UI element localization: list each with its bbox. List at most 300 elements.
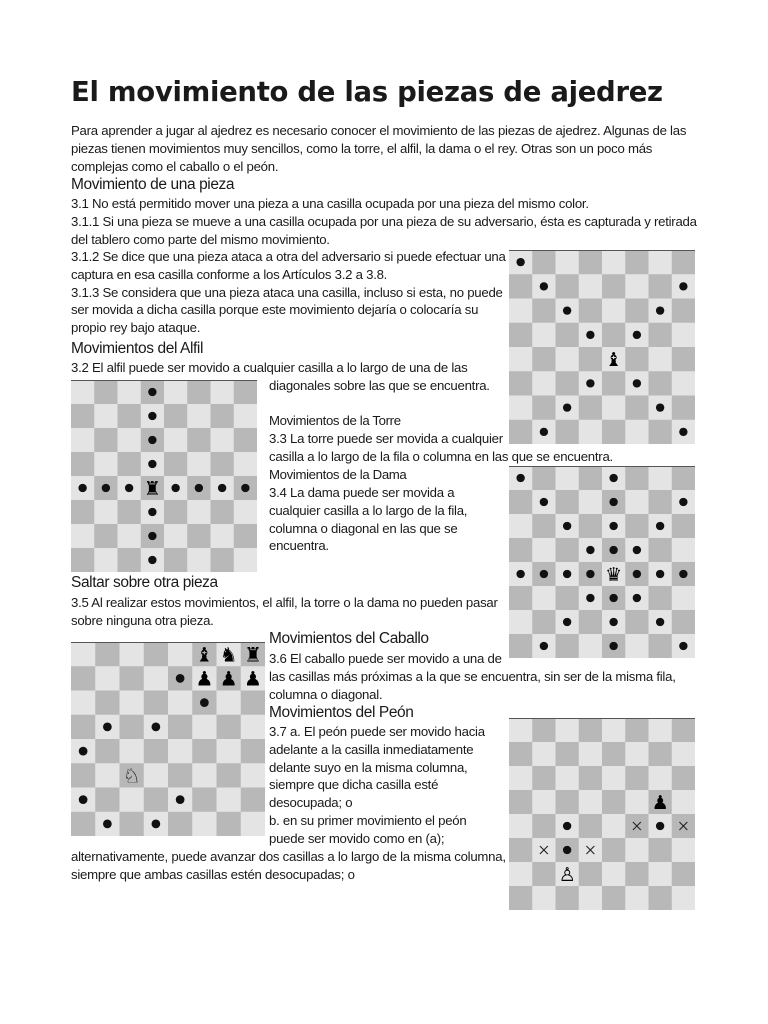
move-dot: [125, 484, 133, 492]
board-square: [241, 691, 265, 716]
board-square: [71, 763, 96, 788]
rule-3-7-paragraph: [269, 723, 485, 848]
move-dot: [656, 570, 664, 578]
board-square: [625, 718, 649, 742]
board-square: [579, 347, 603, 372]
move-dot: [148, 388, 156, 396]
text-line: columna o diagonal.: [269, 686, 383, 702]
move-dot: [200, 698, 209, 707]
board-square: [625, 790, 649, 814]
board-square: [71, 524, 95, 548]
move-dot: [540, 428, 548, 436]
board-square: [532, 538, 556, 562]
board-square: [164, 404, 188, 428]
board-square: [71, 404, 95, 428]
move-dot: [103, 820, 112, 829]
board-square: [649, 490, 673, 514]
board-square: [649, 766, 673, 790]
board-square: [94, 500, 118, 524]
bishop-diagram: [509, 250, 695, 444]
board-square: [144, 642, 169, 667]
text-line: siempre que ambas casillas estén desocupadas; o: [71, 866, 355, 882]
board-square: [649, 838, 673, 862]
board-square: [95, 763, 120, 788]
text-line: 3.1.2 Se dice que una pieza ataca a otra del adversario si puede efectuar una: [71, 249, 506, 264]
move-dot: [586, 331, 594, 339]
board-square: [509, 371, 533, 396]
board-square: [649, 466, 673, 490]
move-dot: [586, 379, 594, 387]
text-line: sobre ninguna otra pieza.: [71, 612, 214, 628]
board-square: [168, 642, 193, 667]
board-square: [509, 718, 533, 742]
board-square: [509, 814, 533, 838]
board-square: [95, 788, 120, 813]
queen-diagram: [509, 466, 695, 658]
heading-saltar: Saltar sobre otra pieza: [71, 574, 218, 591]
heading-movimiento-pieza: Movimiento de una pieza: [71, 176, 235, 193]
board-square: [579, 490, 603, 514]
board-square: [192, 812, 217, 836]
board-square: [192, 739, 217, 764]
board-square: [649, 634, 673, 658]
board-square: [168, 763, 193, 788]
board-square: [509, 323, 533, 348]
knight-diagram: [71, 642, 265, 836]
move-dot: [241, 484, 249, 492]
board-square: [602, 766, 626, 790]
board-square: [672, 466, 695, 490]
board-square: [532, 718, 556, 742]
board-square: [144, 763, 169, 788]
board-square: [625, 250, 649, 275]
board-square: [164, 500, 188, 524]
board-square: [532, 766, 556, 790]
board-square: [94, 380, 118, 404]
board-square: [672, 396, 695, 421]
board-square: [556, 274, 580, 299]
board-square: [556, 886, 580, 910]
board-square: [509, 347, 533, 372]
board-square: [672, 347, 695, 372]
move-dot: [586, 570, 594, 578]
board-square: [71, 715, 96, 740]
text-line: desocupada; o: [269, 795, 353, 811]
move-dot: [609, 498, 617, 506]
board-square: [187, 524, 211, 548]
board-square: [556, 490, 580, 514]
board-square: [120, 691, 145, 716]
board-square: [509, 274, 533, 299]
heading-peon: Movimientos del Peón: [269, 704, 414, 721]
board-square: [509, 634, 533, 658]
board-square: [118, 428, 142, 452]
board-square: [649, 718, 673, 742]
board-square: [509, 396, 533, 421]
text-line: casilla a lo largo de la fila o columna en las que se encuentra.: [269, 448, 613, 464]
rule-3-1-paragraph: [71, 195, 697, 248]
board-square: [211, 404, 235, 428]
move-dot: [148, 508, 156, 516]
knight-icon: ♘: [122, 764, 141, 788]
board-square: [556, 466, 580, 490]
board-square: [164, 524, 188, 548]
text-line: delante suyo en la misma columna,: [269, 759, 468, 775]
move-dot: [609, 594, 617, 602]
move-dot: [148, 556, 156, 564]
board-square: [649, 420, 673, 444]
board-square: [234, 380, 257, 404]
text-line: 3.5 Al realizar estos movimientos, el alfil, la torre o la dama no pueden pasar: [71, 595, 498, 610]
board-square: [120, 642, 145, 667]
board-square: [672, 538, 695, 562]
board-square: [532, 250, 556, 275]
move-dot: [609, 618, 617, 626]
move-dot: [609, 474, 617, 482]
board-square: [602, 790, 626, 814]
board-square: [94, 524, 118, 548]
board-square: [217, 691, 242, 716]
board-square: [532, 742, 556, 766]
move-dot: [176, 674, 185, 683]
intro-line: piezas tienen movimientos muy sencillos, como la torre, el alfil, la dama o el rey. Otras son un poco más: [71, 140, 653, 156]
board-square: [509, 514, 533, 538]
board-square: [556, 538, 580, 562]
board-square: [241, 763, 265, 788]
text-line: columna o diagonal en las que se: [269, 520, 458, 536]
move-dot: [633, 570, 641, 578]
board-square: [144, 666, 169, 691]
board-square: [120, 788, 145, 813]
board-square: [168, 691, 193, 716]
board-square: [94, 452, 118, 476]
board-square: [625, 886, 649, 910]
move-dot: [633, 379, 641, 387]
board-square: [168, 715, 193, 740]
text-line: las casillas más próximas a la que se encuentra, sin ser de la misma fila,: [269, 668, 676, 684]
board-square: [234, 548, 257, 572]
board-square: [649, 742, 673, 766]
board-square: [164, 452, 188, 476]
board-square: [602, 742, 626, 766]
move-dot: [563, 846, 571, 854]
board-square: [672, 323, 695, 348]
board-square: [556, 766, 580, 790]
board-square: [556, 586, 580, 610]
board-square: [649, 886, 673, 910]
board-square: [532, 586, 556, 610]
board-square: [625, 466, 649, 490]
text-line: puede ser movido como en (a);: [269, 830, 445, 846]
move-dot: [516, 474, 524, 482]
knight-icon: ♟: [243, 667, 262, 691]
board-square: [672, 514, 695, 538]
move-dot: [152, 820, 161, 829]
board-square: [211, 380, 235, 404]
board-square: [625, 514, 649, 538]
board-square: [120, 739, 145, 764]
board-square: [602, 862, 626, 886]
board-square: [649, 347, 673, 372]
board-square: [187, 380, 211, 404]
board-square: [532, 862, 556, 886]
move-dot: [540, 498, 548, 506]
pawn-diagram: [509, 718, 695, 910]
board-square: [556, 347, 580, 372]
board-square: [187, 404, 211, 428]
bishop-icon: ♝: [605, 349, 623, 372]
board-square: [625, 610, 649, 634]
board-square: [217, 739, 242, 764]
pawn-icon: ♙: [558, 863, 576, 886]
text-line: 3.1 No está permitido mover una pieza a una casilla ocupada por una pieza del mismo color.: [71, 196, 589, 211]
text-line: 3.4 La dama puede ser movida a: [269, 485, 455, 500]
move-dot: [656, 822, 664, 830]
board-square: [625, 299, 649, 324]
board-square: [649, 538, 673, 562]
text-line: del tablero como parte del mismo movimiento.: [71, 231, 330, 247]
board-square: [532, 396, 556, 421]
board-square: [649, 586, 673, 610]
board-square: [211, 500, 235, 524]
board-square: [94, 428, 118, 452]
move-dot: [148, 460, 156, 468]
move-dot: [540, 282, 548, 290]
rule-3-5-paragraph: [71, 594, 498, 630]
knight-icon: ♞: [219, 643, 238, 667]
move-dot: [563, 306, 571, 314]
move-dot: [656, 403, 664, 411]
board-square: [71, 428, 95, 452]
board-square: [241, 715, 265, 740]
board-square: [556, 634, 580, 658]
text-line: encuentra.: [269, 538, 329, 554]
move-dot: [218, 484, 226, 492]
text-line: 3.3 La torre puede ser movida a cualquier: [269, 431, 503, 446]
board-square: [95, 691, 120, 716]
intro-line: complejas como el caballo o el peón.: [71, 158, 279, 174]
board-square: [672, 718, 695, 742]
board-square: [234, 428, 257, 452]
board-square: [602, 838, 626, 862]
board-square: [579, 514, 603, 538]
board-square: [602, 396, 626, 421]
move-dot: [586, 546, 594, 554]
board-square: [71, 380, 95, 404]
move-dot: [195, 484, 203, 492]
move-dot: [563, 403, 571, 411]
board-square: [579, 610, 603, 634]
board-square: [509, 610, 533, 634]
board-square: [94, 404, 118, 428]
board-square: [579, 862, 603, 886]
board-square: [649, 862, 673, 886]
board-square: [649, 323, 673, 348]
board-square: [579, 886, 603, 910]
board-square: [144, 691, 169, 716]
board-square: [602, 250, 626, 275]
board-square: [579, 742, 603, 766]
pawn-icon: ♟: [651, 791, 669, 814]
move-dot: [563, 618, 571, 626]
board-square: [168, 739, 193, 764]
move-dot: [78, 484, 86, 492]
rook-diagram: [71, 380, 257, 572]
board-square: [672, 299, 695, 324]
board-square: [509, 886, 533, 910]
intro-paragraph: [71, 122, 686, 175]
knight-icon: ♟: [219, 667, 238, 691]
text-line: ser movida a dicha casilla porque este movimiento dejaría o colocaría su: [71, 302, 479, 318]
board-square: [532, 323, 556, 348]
board-square: [241, 788, 265, 813]
board-square: [579, 420, 603, 444]
board-square: [532, 371, 556, 396]
board-square: [672, 838, 695, 862]
board-square: [187, 428, 211, 452]
move-dot: [563, 522, 571, 530]
board-square: [602, 323, 626, 348]
move-dot: [679, 282, 687, 290]
board-square: [625, 634, 649, 658]
move-dot: [586, 594, 594, 602]
board-square: [672, 886, 695, 910]
board-square: [602, 371, 626, 396]
board-square: [556, 718, 580, 742]
board-square: [532, 466, 556, 490]
board-square: [532, 814, 556, 838]
board-square: [217, 812, 242, 836]
board-square: [509, 766, 533, 790]
rook-icon: ♜: [143, 477, 161, 500]
text-line: 3.6 El caballo puede ser movido a una de: [269, 651, 502, 666]
text-line: adelante a la casilla inmediatamente: [269, 741, 474, 757]
move-dot: [679, 642, 687, 650]
board-square: [579, 299, 603, 324]
board-square: [118, 380, 142, 404]
heading-dama: Movimientos de la Dama: [269, 467, 407, 482]
board-square: [192, 715, 217, 740]
move-dot: [516, 258, 524, 266]
move-dot: [679, 428, 687, 436]
board-square: [192, 763, 217, 788]
page-title: El movimiento de las piezas de ajedrez: [71, 76, 663, 108]
move-dot: [679, 570, 687, 578]
move-dot: [633, 546, 641, 554]
text-line: propio rey bajo ataque.: [71, 320, 201, 336]
text-line: cualquier casilla a lo largo de la fila,: [269, 502, 468, 518]
board-square: [602, 274, 626, 299]
text-line: b. en su primer movimiento el peón: [269, 812, 467, 828]
board-square: [164, 548, 188, 572]
move-dot: [148, 532, 156, 540]
move-dot: [148, 436, 156, 444]
board-square: [241, 812, 265, 836]
board-square: [625, 420, 649, 444]
board-square: [509, 790, 533, 814]
board-square: [672, 610, 695, 634]
board-square: [532, 790, 556, 814]
board-square: [532, 610, 556, 634]
move-dot: [540, 570, 548, 578]
board-square: [672, 250, 695, 275]
board-square: [118, 404, 142, 428]
board-square: [625, 742, 649, 766]
move-dot: [609, 522, 617, 530]
board-square: [217, 715, 242, 740]
board-square: [532, 347, 556, 372]
board-square: [118, 524, 142, 548]
heading-torre: Movimientos de la Torre: [269, 413, 401, 428]
board-square: [602, 814, 626, 838]
rule-3-7-continuation: [71, 848, 506, 884]
board-square: [164, 428, 188, 452]
board-square: [602, 886, 626, 910]
board-square: [625, 490, 649, 514]
board-square: [672, 790, 695, 814]
move-dot: [633, 331, 641, 339]
board-square: [625, 274, 649, 299]
board-square: [241, 739, 265, 764]
move-dot: [176, 795, 185, 804]
board-square: [192, 788, 217, 813]
board-square: [95, 666, 120, 691]
board-square: [71, 548, 95, 572]
move-dot: [563, 822, 571, 830]
rule-3-4-paragraph: [269, 484, 467, 555]
move-dot: [103, 723, 112, 732]
board-square: [579, 718, 603, 742]
move-dot: [656, 522, 664, 530]
move-dot: [609, 546, 617, 554]
board-square: [211, 548, 235, 572]
board-square: [556, 250, 580, 275]
board-square: [118, 548, 142, 572]
heading-caballo: Movimientos del Caballo: [269, 630, 429, 647]
board-square: [602, 420, 626, 444]
board-square: [71, 691, 96, 716]
rule-3-1-2-paragraph: [71, 248, 506, 337]
board-square: [579, 466, 603, 490]
board-square: [509, 299, 533, 324]
board-square: [509, 490, 533, 514]
board-square: [509, 838, 533, 862]
board-square: [217, 788, 242, 813]
board-square: [234, 452, 257, 476]
board-square: [71, 452, 95, 476]
board-square: [164, 380, 188, 404]
board-square: [71, 500, 95, 524]
board-square: [95, 739, 120, 764]
text-line: siempre que dicha casilla esté: [269, 777, 439, 793]
board-square: [211, 452, 235, 476]
board-square: [625, 396, 649, 421]
board-square: [649, 250, 673, 275]
board-square: [625, 862, 649, 886]
board-square: [672, 862, 695, 886]
board-square: [672, 766, 695, 790]
board-square: [509, 742, 533, 766]
board-square: [579, 790, 603, 814]
board-square: [211, 524, 235, 548]
board-square: [234, 524, 257, 548]
board-square: [509, 538, 533, 562]
board-square: [187, 548, 211, 572]
board-square: [168, 812, 193, 836]
board-square: [144, 788, 169, 813]
board-square: [120, 666, 145, 691]
board-square: [144, 739, 169, 764]
